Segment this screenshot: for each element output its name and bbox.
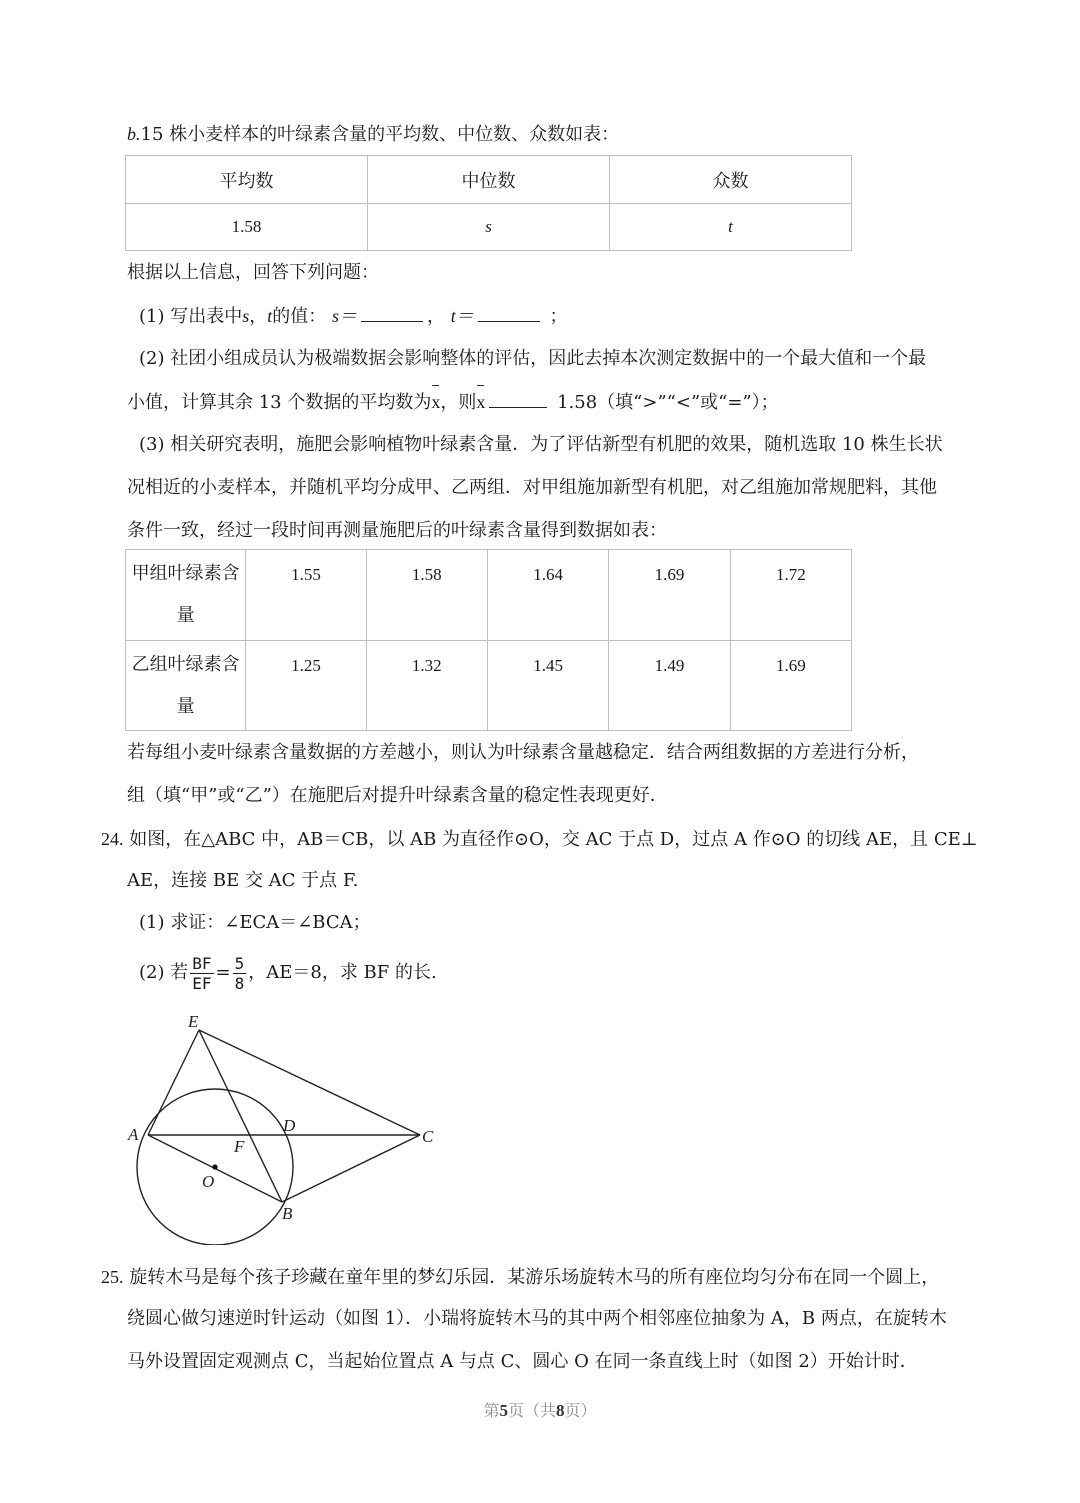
intro-line — [127, 119, 619, 150]
label-c: C — [422, 1127, 434, 1146]
row-label-a-2: 量 — [176, 605, 195, 626]
row-label-a — [126, 550, 246, 641]
footer-middle: 页（共 — [507, 1401, 556, 1420]
cell-a4: 1.69 — [609, 550, 730, 641]
label-b: B — [282, 1204, 293, 1223]
frac1-numerator: BF — [192, 953, 212, 973]
part1-end: ； — [549, 306, 568, 327]
q23-part1: (1) 写出表中s，t的值： s＝ ， t＝ ； — [139, 301, 568, 332]
q23-part2-line2 — [127, 387, 779, 418]
frac-equals: = — [215, 962, 231, 983]
header-median: 中位数 — [368, 156, 610, 204]
t-eq: t＝ — [450, 306, 474, 326]
cell-a5: 1.72 — [730, 550, 851, 641]
header-mean: 平均数 — [126, 156, 368, 204]
q23-part3-line3: 条件一致，经过一段时间再测量施肥后的叶绿素含量得到数据如表： — [127, 520, 667, 541]
blank-compare[interactable] — [489, 389, 547, 408]
s-eq: s＝ — [332, 306, 358, 326]
x-bar-2: x — [476, 387, 485, 417]
segment-bc — [282, 1135, 420, 1202]
cell-a2: 1.58 — [366, 550, 487, 641]
part1-text-b: 的值： — [272, 306, 327, 327]
label-f: F — [234, 1137, 245, 1156]
row-label-b — [126, 641, 246, 731]
var-t: t — [267, 306, 273, 326]
q23-tail-line1: 若每组小麦叶绿素含量数据的方差越小，则认为叶绿素含量越稳定．结合两组数据的方差进行分析， — [127, 742, 919, 763]
cell-b3: 1.45 — [487, 641, 608, 731]
page-footer — [0, 1398, 1080, 1421]
x-bar-1: x — [431, 387, 440, 417]
q24-part2 — [139, 953, 437, 993]
q24-num: 24. — [101, 829, 124, 849]
q24-p2-text-b: ，AE＝8，求 BF 的长. — [248, 962, 437, 983]
blank-t[interactable] — [478, 303, 540, 322]
stats-table — [125, 155, 852, 251]
cell-b5: 1.69 — [730, 641, 851, 731]
row-label-b-1: 乙组叶绿素含 — [131, 653, 240, 675]
q24-part1 — [139, 908, 371, 938]
value-median: s — [368, 204, 610, 251]
part1-comma: ， — [249, 306, 268, 327]
label-a: A — [128, 1125, 139, 1144]
geometry-figure — [120, 1005, 460, 1245]
blank-s[interactable] — [361, 303, 423, 322]
row-label-b-2: 量 — [176, 695, 195, 717]
part2-line2-b: ，则 — [440, 392, 477, 413]
part3-num: (3) — [139, 434, 165, 455]
footer-total-pages: 8 — [556, 1401, 565, 1420]
footer-page-number: 5 — [499, 1401, 508, 1420]
q24-p2-text-a: 若 — [170, 962, 189, 983]
header-mode: 众数 — [610, 156, 852, 204]
cell-b4: 1.49 — [609, 641, 730, 731]
part2-num: (2) — [139, 348, 165, 369]
frac2-numerator: 5 — [234, 953, 245, 973]
row-label-a-1: 甲组叶绿素含 — [131, 563, 240, 584]
chlorophyll-table — [125, 549, 852, 731]
cell-a1: 1.55 — [246, 550, 366, 641]
fraction-5-8 — [233, 954, 247, 993]
q23-tail-line2 — [127, 781, 668, 811]
footer-suffix: 页） — [564, 1401, 597, 1420]
label-e: E — [188, 1012, 199, 1031]
q24-line2: AE，连接 BE 交 AC 于点 F. — [127, 870, 359, 891]
fraction-bf-ef — [190, 954, 213, 993]
part2-line1: 社团小组成员认为极端数据会影响整体的评估，因此去掉本次测定数据中的一个最大值和一个最 — [170, 348, 927, 369]
q25-line2: 绕圆心做匀速逆时针运动（如图 1）．小瑞将旋转木马的其中两个相邻座位抽象为 A，B 两点，在旋转木 — [127, 1308, 947, 1329]
part2-line2-c: 1.58（填“>”“<”或“=”）； — [557, 392, 779, 413]
q25-line1-text: 旋转木马是每个孩子珍藏在童年里的梦幻乐园．某游乐场旋转木马的所有座位均匀分布在同一个圆上， — [129, 1267, 940, 1288]
q25-num: 25. — [101, 1267, 124, 1287]
intro-text: 15 株小麦样本的叶绿素含量的平均数、中位数、众数如表： — [140, 124, 620, 145]
q23-part3-line2: 况相近的小麦样本，并随机平均分成甲、乙两组．对甲组施加新型有机肥，对乙组施加常规肥料，其他 — [127, 477, 937, 498]
label-o: O — [202, 1172, 215, 1191]
q23-part3-line1 — [139, 430, 943, 460]
value-mode: t — [610, 204, 852, 251]
center-o-dot — [212, 1164, 217, 1169]
q24-line1-text: 如图，在△ABC 中，AB＝CB，以 AB 为直径作⊙O，交 AC 于点 D，过点 A 作⊙O 的切线 AE，且 CE⊥ — [129, 829, 978, 850]
footer-prefix: 第 — [483, 1401, 500, 1420]
intro-label: b. — [127, 124, 141, 144]
cell-b2: 1.32 — [366, 641, 487, 731]
q24-line1 — [101, 824, 978, 855]
q24-p2-num: (2) — [139, 962, 165, 983]
segment-ec — [199, 1030, 420, 1135]
value-mean: 1.58 — [126, 204, 368, 251]
part2-line2-a: 小值，计算其余 13 个数据的平均数为 — [127, 392, 432, 413]
table-row-group-a — [126, 550, 852, 641]
label-d: D — [283, 1116, 296, 1135]
q23-lead: 根据以上信息，回答下列问题： — [127, 262, 379, 283]
segment-ae — [148, 1030, 199, 1135]
cell-b1: 1.25 — [246, 641, 366, 731]
part3-line1: 相关研究表明，施肥会影响植物叶绿素含量．为了评估新型有机肥的效果，随机选取 10 株生长状 — [170, 434, 943, 455]
q24-p1-num: (1) — [139, 912, 165, 933]
table-row-group-b — [126, 641, 852, 731]
part1-text-a: 写出表中 — [170, 306, 243, 327]
part1-num: (1) — [139, 306, 165, 327]
frac2-denominator: 8 — [234, 973, 245, 993]
cell-a3: 1.64 — [487, 550, 608, 641]
frac1-denominator: EF — [192, 973, 212, 993]
q25-line1 — [101, 1262, 939, 1293]
q23-tail-line2-text: 组（填“甲”或“乙”）在施肥后对提升叶绿素含量的稳定性表现更好． — [127, 785, 668, 806]
q23-part2-line1 — [139, 344, 926, 374]
q24-p1-text: 求证：∠ECA＝∠BCA； — [170, 912, 371, 933]
var-s: s — [242, 306, 250, 326]
q25-line3: 马外设置固定观测点 C，当起始位置点 A 与点 C、圆心 O 在同一条直线上时（如图 2）开始计时． — [127, 1351, 918, 1372]
